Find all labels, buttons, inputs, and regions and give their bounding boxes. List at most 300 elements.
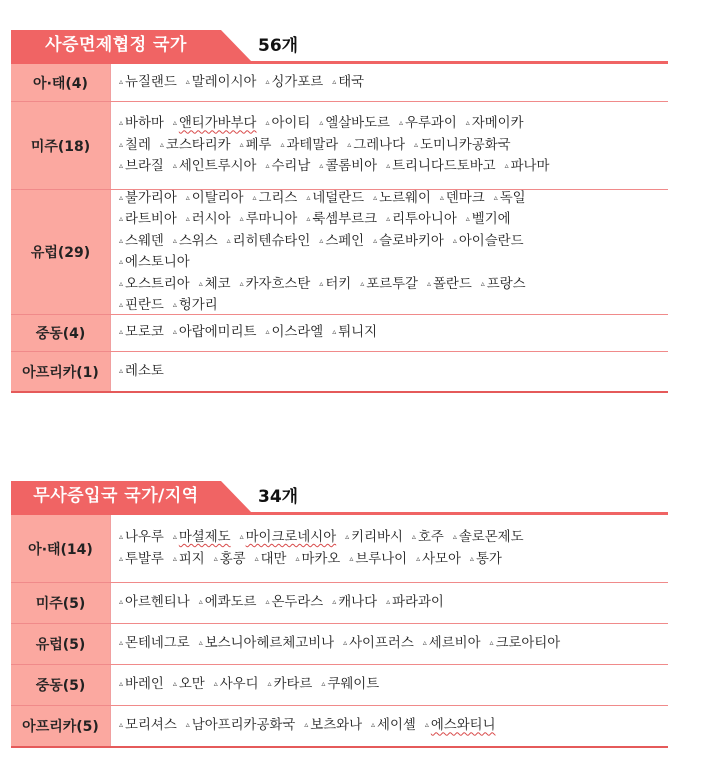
country-item bbox=[119, 715, 177, 737]
country-item bbox=[373, 231, 444, 253]
bullet-icon: ▵ bbox=[386, 214, 391, 223]
country-line bbox=[119, 715, 660, 737]
country-item bbox=[466, 209, 511, 231]
country-line bbox=[119, 231, 660, 253]
bullet-icon: ▵ bbox=[332, 597, 337, 607]
country-item bbox=[414, 135, 511, 157]
country-item bbox=[227, 231, 311, 253]
country-line bbox=[119, 135, 660, 157]
country-name: 노르웨이 bbox=[379, 190, 431, 206]
country-item bbox=[296, 549, 341, 571]
country-name: 카타르 bbox=[273, 677, 313, 693]
bullet-icon: ▵ bbox=[185, 192, 190, 202]
country-name: 세인트루시아 bbox=[178, 159, 257, 175]
country-name: 바레인 bbox=[125, 677, 164, 693]
country-name: 체코 bbox=[204, 276, 231, 292]
bullet-icon: ▵ bbox=[411, 532, 416, 541]
country-name: 크로아티아 bbox=[495, 636, 561, 652]
country-table bbox=[11, 515, 668, 748]
country-item bbox=[240, 209, 298, 231]
bullet-icon: ▵ bbox=[469, 553, 474, 563]
section-title: 무사증입국 국가/지역 bbox=[33, 486, 199, 506]
region-label: 아·태(4) bbox=[11, 64, 111, 101]
region-label: 중동(5) bbox=[11, 665, 111, 705]
bullet-icon: ▵ bbox=[422, 638, 427, 648]
country-item bbox=[425, 715, 496, 737]
country-list bbox=[111, 583, 668, 623]
bullet-icon: ▵ bbox=[198, 597, 203, 607]
section-count: 34개 bbox=[258, 487, 299, 507]
country-item bbox=[386, 156, 496, 178]
bullet-icon: ▵ bbox=[493, 192, 498, 202]
country-line bbox=[119, 72, 660, 94]
country-item bbox=[119, 295, 164, 317]
country-item bbox=[373, 188, 431, 210]
country-item bbox=[481, 274, 526, 296]
bullet-icon: ▵ bbox=[185, 76, 190, 86]
section-visa-free-entry bbox=[11, 481, 668, 748]
country-name: 자메이카 bbox=[471, 116, 524, 132]
country-name: 몬테네그로 bbox=[125, 636, 190, 652]
country-item bbox=[186, 72, 257, 94]
country-list bbox=[111, 102, 668, 189]
country-line bbox=[119, 322, 660, 344]
country-item bbox=[173, 295, 218, 317]
region-row bbox=[11, 352, 668, 391]
country-item bbox=[345, 527, 403, 549]
country-item bbox=[265, 592, 323, 614]
bullet-icon: ▵ bbox=[480, 278, 485, 288]
bullet-icon: ▵ bbox=[399, 118, 404, 128]
country-name: 사이프러스 bbox=[349, 636, 414, 652]
country-item bbox=[199, 633, 334, 655]
country-name: 독일 bbox=[499, 190, 526, 206]
country-item bbox=[173, 156, 257, 178]
country-name: 스웨덴 bbox=[125, 233, 164, 249]
country-name: 불가리아 bbox=[125, 190, 177, 206]
bullet-icon: ▵ bbox=[119, 553, 124, 563]
bullet-icon: ▵ bbox=[119, 139, 124, 149]
country-item bbox=[265, 72, 323, 94]
country-name: 덴마크 bbox=[445, 190, 485, 206]
country-item bbox=[119, 549, 164, 571]
country-item bbox=[119, 674, 164, 696]
country-item bbox=[199, 274, 231, 296]
country-item bbox=[347, 135, 405, 157]
country-name: 사모아 bbox=[422, 551, 461, 567]
bullet-icon: ▵ bbox=[465, 214, 470, 223]
region-label: 유럽(5) bbox=[11, 624, 111, 664]
bullet-icon: ▵ bbox=[439, 192, 444, 202]
country-name: 폴란드 bbox=[432, 276, 472, 292]
section-count: 56개 bbox=[258, 36, 299, 56]
country-name: 리투아니아 bbox=[392, 212, 457, 227]
country-name: 레소토 bbox=[125, 363, 164, 379]
country-item bbox=[332, 322, 377, 344]
region-row bbox=[11, 624, 668, 665]
region-row bbox=[11, 583, 668, 624]
country-name: 룩셈부르크 bbox=[312, 212, 378, 227]
bullet-icon: ▵ bbox=[119, 679, 124, 689]
bullet-icon: ▵ bbox=[386, 597, 391, 607]
country-name: 트리니다드토바고 bbox=[392, 159, 496, 175]
country-name: 키리바시 bbox=[351, 530, 403, 545]
bullet-icon: ▵ bbox=[349, 553, 354, 563]
country-name: 남아프리카공화국 bbox=[191, 718, 296, 734]
bullet-icon: ▵ bbox=[267, 679, 272, 689]
country-item bbox=[119, 72, 177, 94]
country-name: 리히텐슈타인 bbox=[232, 233, 311, 249]
country-item bbox=[119, 252, 190, 274]
country-name: 슬로바키아 bbox=[379, 233, 444, 249]
bullet-icon: ▵ bbox=[185, 214, 190, 223]
country-name: 러시아 bbox=[191, 212, 231, 227]
country-line bbox=[119, 252, 660, 274]
bullet-icon: ▵ bbox=[172, 532, 177, 541]
country-item bbox=[240, 135, 272, 157]
country-item bbox=[119, 274, 190, 296]
country-list bbox=[111, 190, 668, 314]
country-list bbox=[111, 515, 668, 582]
country-item bbox=[304, 715, 362, 737]
country-name: 엘살바도르 bbox=[325, 116, 390, 132]
country-name: 페루 bbox=[245, 137, 272, 153]
country-name: 코스타리카 bbox=[165, 137, 231, 153]
country-item bbox=[319, 113, 390, 135]
bullet-icon: ▵ bbox=[319, 161, 324, 171]
bullet-icon: ▵ bbox=[172, 300, 177, 309]
bullet-icon: ▵ bbox=[504, 161, 509, 171]
bullet-icon: ▵ bbox=[119, 327, 124, 337]
bullet-icon: ▵ bbox=[119, 720, 124, 730]
bullet-icon: ▵ bbox=[414, 139, 419, 149]
country-item bbox=[319, 231, 364, 253]
bullet-icon: ▵ bbox=[119, 278, 124, 288]
bullet-icon: ▵ bbox=[265, 76, 270, 86]
bullet-icon: ▵ bbox=[198, 278, 203, 288]
country-item bbox=[240, 274, 311, 296]
country-item bbox=[332, 72, 364, 94]
country-item bbox=[399, 113, 457, 135]
region-label: 중동(4) bbox=[11, 315, 111, 351]
bullet-icon: ▵ bbox=[321, 679, 326, 689]
bullet-icon: ▵ bbox=[332, 327, 337, 337]
country-name: 에스와티니 bbox=[430, 718, 496, 734]
country-name: 대만 bbox=[260, 551, 287, 567]
section-title: 사증면제협정 국가 bbox=[45, 35, 187, 55]
bullet-icon: ▵ bbox=[489, 638, 494, 648]
country-name: 피지 bbox=[178, 551, 205, 567]
bullet-icon: ▵ bbox=[119, 76, 124, 86]
country-item bbox=[173, 674, 205, 696]
country-line bbox=[119, 274, 660, 296]
region-label: 미주(5) bbox=[11, 583, 111, 623]
country-name: 브라질 bbox=[125, 159, 164, 175]
bullet-icon: ▵ bbox=[254, 553, 259, 563]
bullet-icon: ▵ bbox=[319, 235, 324, 245]
country-item bbox=[360, 274, 418, 296]
country-name: 에스토니아 bbox=[125, 255, 190, 270]
country-line bbox=[119, 527, 660, 549]
country-name: 도미니카공화국 bbox=[420, 137, 511, 153]
bullet-icon: ▵ bbox=[226, 235, 231, 245]
bullet-icon: ▵ bbox=[265, 327, 270, 337]
country-item bbox=[119, 113, 164, 135]
country-name: 투발루 bbox=[125, 551, 164, 567]
country-item bbox=[265, 322, 323, 344]
country-name: 스위스 bbox=[178, 233, 218, 249]
country-name: 아랍에미리트 bbox=[178, 325, 257, 341]
country-name: 수리남 bbox=[271, 159, 311, 175]
region-label: 아프리카(5) bbox=[11, 706, 111, 746]
bullet-icon: ▵ bbox=[119, 638, 124, 648]
bullet-icon: ▵ bbox=[239, 532, 244, 541]
country-item bbox=[306, 188, 364, 210]
country-name: 그리스 bbox=[258, 190, 298, 206]
country-name: 보스니아헤르체고비나 bbox=[204, 636, 335, 652]
country-item bbox=[494, 188, 526, 210]
country-name: 벨기에 bbox=[471, 212, 511, 227]
country-item bbox=[453, 527, 524, 549]
country-name: 캐나다 bbox=[338, 595, 378, 611]
country-item bbox=[186, 209, 231, 231]
country-line bbox=[119, 209, 660, 231]
bullet-icon: ▵ bbox=[213, 553, 218, 563]
bullet-icon: ▵ bbox=[345, 532, 350, 541]
country-item bbox=[119, 156, 164, 178]
country-line bbox=[119, 295, 660, 317]
bullet-icon: ▵ bbox=[119, 257, 124, 266]
country-name: 루마니아 bbox=[245, 212, 298, 227]
country-name: 아이티 bbox=[271, 116, 311, 132]
country-item bbox=[119, 527, 164, 549]
country-name: 쿠웨이트 bbox=[327, 677, 380, 693]
country-item bbox=[173, 527, 231, 549]
country-name: 온두라스 bbox=[271, 595, 324, 611]
bullet-icon: ▵ bbox=[172, 553, 177, 563]
bullet-icon: ▵ bbox=[319, 278, 324, 288]
country-name: 터키 bbox=[325, 276, 352, 292]
bullet-icon: ▵ bbox=[347, 139, 352, 149]
country-item bbox=[386, 592, 444, 614]
country-item bbox=[505, 156, 550, 178]
country-item bbox=[470, 549, 502, 571]
country-item bbox=[255, 549, 287, 571]
country-item bbox=[332, 592, 377, 614]
country-line bbox=[119, 361, 660, 383]
bullet-icon: ▵ bbox=[119, 300, 124, 309]
country-name: 호주 bbox=[417, 530, 444, 545]
country-line bbox=[119, 633, 660, 655]
country-name: 그레나다 bbox=[353, 137, 406, 153]
country-item bbox=[466, 113, 524, 135]
bullet-icon: ▵ bbox=[265, 118, 270, 128]
country-list bbox=[111, 64, 668, 101]
country-item bbox=[173, 322, 257, 344]
region-label: 유럽(29) bbox=[11, 190, 111, 314]
country-line bbox=[119, 592, 660, 614]
bullet-icon: ▵ bbox=[360, 278, 365, 288]
country-name: 아이슬란드 bbox=[458, 233, 524, 249]
region-row bbox=[11, 102, 668, 190]
bullet-icon: ▵ bbox=[119, 118, 124, 128]
country-item bbox=[268, 674, 313, 696]
country-name: 태국 bbox=[338, 74, 365, 90]
country-name: 아르헨티나 bbox=[125, 595, 190, 611]
country-item bbox=[119, 231, 164, 253]
country-item bbox=[306, 209, 377, 231]
bullet-icon: ▵ bbox=[373, 192, 378, 202]
country-item bbox=[265, 156, 310, 178]
country-name: 브루나이 bbox=[355, 551, 408, 567]
country-list bbox=[111, 352, 668, 391]
bullet-icon: ▵ bbox=[213, 679, 218, 689]
country-item bbox=[280, 135, 338, 157]
country-table bbox=[11, 64, 668, 393]
country-item bbox=[343, 633, 414, 655]
country-name: 파라과이 bbox=[392, 595, 444, 611]
bullet-icon: ▵ bbox=[119, 214, 124, 223]
bullet-icon: ▵ bbox=[239, 139, 244, 149]
country-item bbox=[119, 322, 164, 344]
country-item bbox=[490, 633, 561, 655]
bullet-icon: ▵ bbox=[172, 679, 177, 689]
bullet-icon: ▵ bbox=[424, 720, 429, 730]
country-name: 홍콩 bbox=[219, 551, 246, 567]
bullet-icon: ▵ bbox=[416, 553, 421, 563]
bullet-icon: ▵ bbox=[252, 192, 257, 202]
country-item bbox=[265, 113, 310, 135]
country-list bbox=[111, 706, 668, 746]
country-name: 에콰도르 bbox=[204, 595, 257, 611]
bullet-icon: ▵ bbox=[265, 597, 270, 607]
country-line bbox=[119, 549, 660, 571]
country-item bbox=[186, 188, 244, 210]
country-name: 라트비아 bbox=[125, 212, 177, 227]
country-name: 세이셸 bbox=[377, 718, 416, 734]
country-name: 마셜제도 bbox=[178, 530, 231, 545]
bullet-icon: ▵ bbox=[198, 638, 203, 648]
country-name: 오만 bbox=[178, 677, 205, 693]
country-name: 솔로몬제도 bbox=[458, 530, 524, 545]
region-label: 아·태(14) bbox=[11, 515, 111, 582]
country-name: 모로코 bbox=[125, 325, 164, 341]
country-item bbox=[349, 549, 407, 571]
country-name: 바하마 bbox=[125, 116, 164, 132]
bullet-icon: ▵ bbox=[343, 638, 348, 648]
country-name: 이스라엘 bbox=[271, 325, 324, 341]
country-name: 마이크로네시아 bbox=[245, 530, 337, 545]
country-name: 보츠와나 bbox=[310, 718, 363, 734]
bullet-icon: ▵ bbox=[306, 192, 311, 202]
region-row bbox=[11, 665, 668, 706]
bullet-icon: ▵ bbox=[465, 118, 470, 128]
bullet-icon: ▵ bbox=[306, 214, 311, 223]
country-name: 싱가포르 bbox=[271, 74, 324, 90]
bullet-icon: ▵ bbox=[119, 161, 124, 171]
bullet-icon: ▵ bbox=[373, 235, 378, 245]
bullet-icon: ▵ bbox=[172, 161, 177, 171]
country-item bbox=[416, 549, 461, 571]
section-header bbox=[11, 30, 668, 61]
country-item bbox=[453, 231, 524, 253]
country-name: 네덜란드 bbox=[312, 190, 365, 206]
bullet-icon: ▵ bbox=[371, 720, 376, 730]
country-item bbox=[119, 135, 151, 157]
region-row bbox=[11, 315, 668, 352]
country-item bbox=[321, 674, 379, 696]
bullet-icon: ▵ bbox=[119, 365, 124, 375]
bullet-icon: ▵ bbox=[172, 235, 177, 245]
bullet-icon: ▵ bbox=[265, 161, 270, 171]
country-item bbox=[119, 209, 177, 231]
country-name: 프랑스 bbox=[486, 276, 526, 292]
country-name: 칠레 bbox=[125, 137, 151, 153]
country-item bbox=[173, 231, 218, 253]
country-item bbox=[253, 188, 298, 210]
bullet-icon: ▵ bbox=[280, 139, 285, 149]
bullet-icon: ▵ bbox=[172, 327, 177, 337]
country-item bbox=[160, 135, 231, 157]
bullet-icon: ▵ bbox=[452, 235, 457, 245]
country-item bbox=[119, 188, 177, 210]
country-name: 콜롬비아 bbox=[325, 159, 378, 175]
country-name: 핀란드 bbox=[125, 298, 164, 313]
section-header bbox=[11, 481, 668, 512]
country-item bbox=[173, 113, 257, 135]
country-item bbox=[119, 592, 190, 614]
bullet-icon: ▵ bbox=[119, 235, 124, 245]
country-list bbox=[111, 624, 668, 664]
country-name: 오스트리아 bbox=[125, 276, 190, 292]
country-list bbox=[111, 665, 668, 705]
region-row bbox=[11, 64, 668, 102]
country-name: 나우루 bbox=[125, 530, 164, 545]
country-item bbox=[214, 674, 259, 696]
bullet-icon: ▵ bbox=[119, 597, 124, 607]
country-item bbox=[186, 715, 296, 737]
country-name: 앤티가바부다 bbox=[178, 116, 257, 132]
country-name: 통가 bbox=[475, 551, 502, 567]
country-name: 세르비아 bbox=[428, 636, 481, 652]
country-item bbox=[440, 188, 485, 210]
country-item bbox=[240, 527, 337, 549]
bullet-icon: ▵ bbox=[426, 278, 431, 288]
region-row bbox=[11, 190, 668, 315]
country-name: 헝가리 bbox=[178, 298, 218, 313]
region-row bbox=[11, 706, 668, 746]
country-name: 과테말라 bbox=[286, 137, 339, 153]
country-name: 튀니지 bbox=[338, 325, 378, 341]
country-name: 포르투갈 bbox=[366, 276, 418, 292]
country-item bbox=[386, 209, 457, 231]
country-line bbox=[119, 188, 660, 210]
country-name: 말레이시아 bbox=[191, 74, 257, 90]
bullet-icon: ▵ bbox=[239, 278, 244, 288]
bullet-icon: ▵ bbox=[386, 161, 391, 171]
country-line bbox=[119, 113, 660, 135]
country-item bbox=[319, 156, 377, 178]
country-item bbox=[199, 592, 257, 614]
bullet-icon: ▵ bbox=[172, 118, 177, 128]
bullet-icon: ▵ bbox=[304, 720, 309, 730]
country-item bbox=[119, 633, 190, 655]
country-item bbox=[412, 527, 444, 549]
country-name: 스페인 bbox=[325, 233, 365, 249]
country-item bbox=[371, 715, 416, 737]
country-name: 이탈리아 bbox=[191, 190, 244, 206]
section-visa-waiver-agreement bbox=[11, 30, 668, 393]
